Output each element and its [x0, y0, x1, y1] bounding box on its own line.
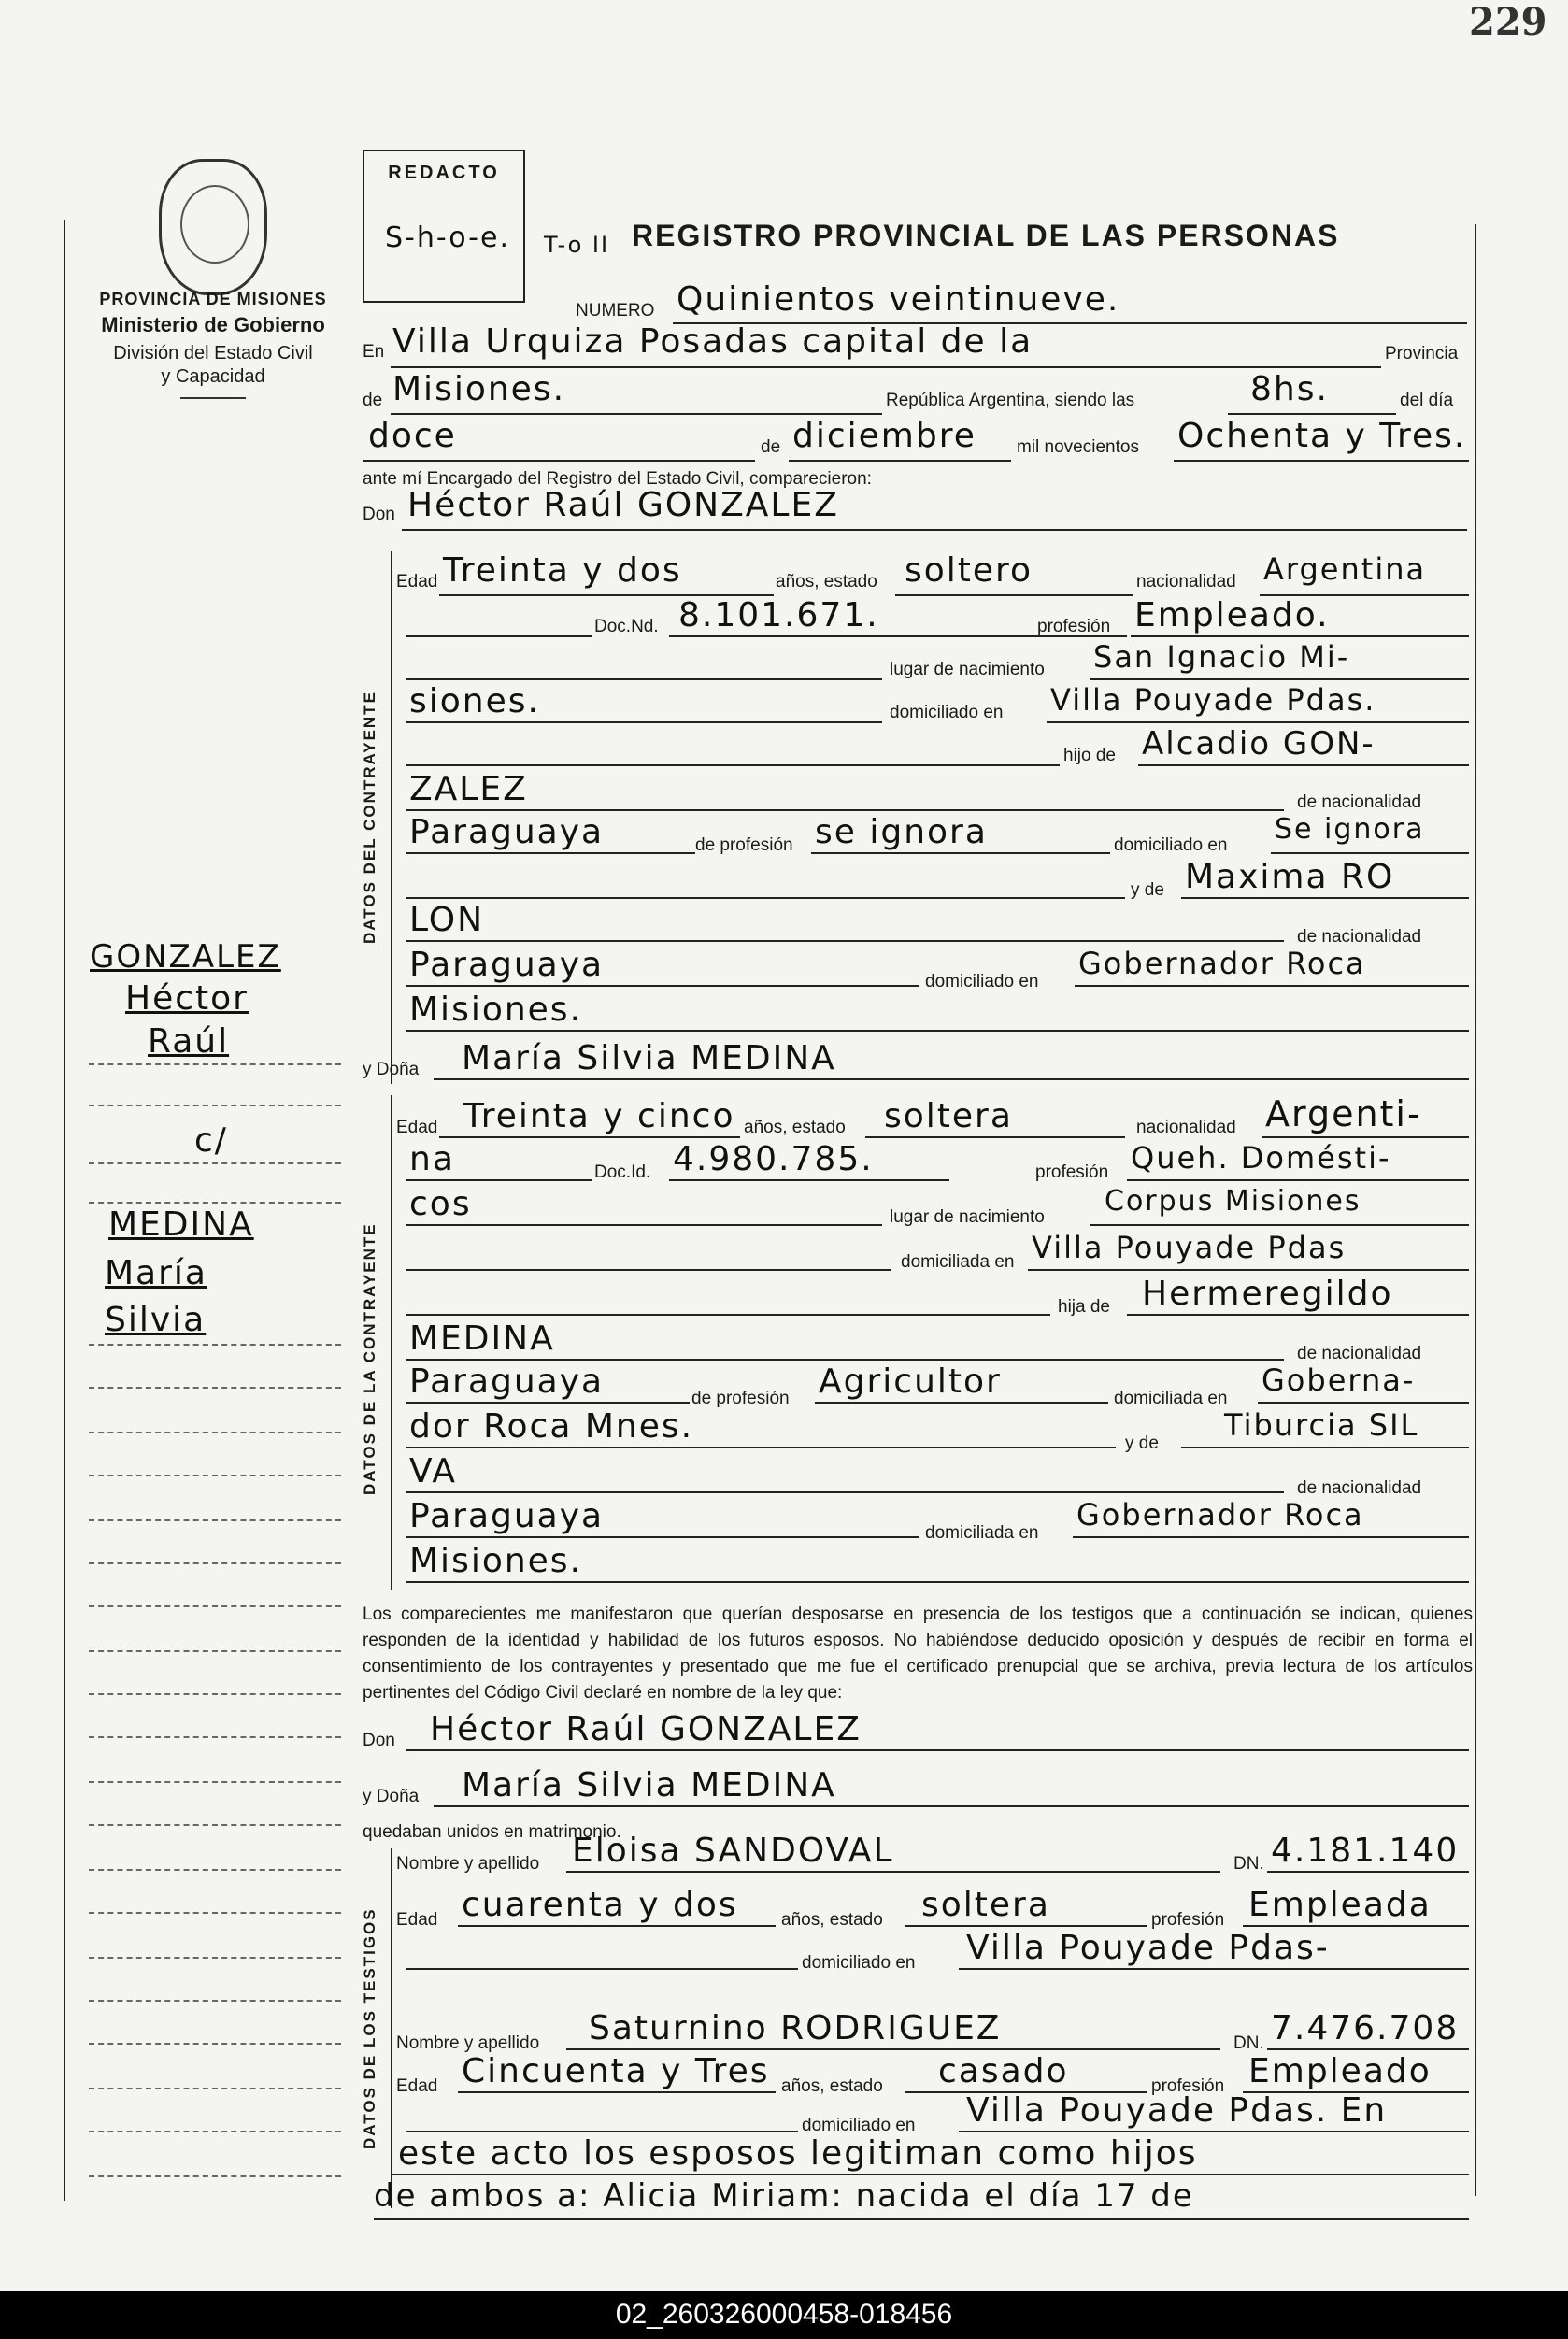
ca-madre-cont: VA — [409, 1452, 457, 1490]
ca-y-de-label: y de — [1125, 1433, 1159, 1453]
c-madre-dom-cont: Misiones. — [409, 991, 583, 1029]
margin-name6: Silvia — [105, 1301, 207, 1339]
tome-number: T-o II — [544, 232, 610, 258]
t1-nombre-value: Eloisa SANDOVAL — [572, 1832, 894, 1870]
t2-anios-label: años, estado — [781, 2076, 883, 2096]
t1-prof-value: Empleada — [1248, 1886, 1432, 1924]
document-title: REGISTRO PROVINCIAL DE LAS PERSONAS — [632, 219, 1340, 252]
t2-nombre-label: Nombre y apellido — [396, 2033, 540, 2053]
redacto-label: REDACTO — [388, 163, 500, 183]
decl-unidos: quedaban unidos en matrimonio. — [363, 1822, 621, 1842]
t2-prof-label: profesión — [1151, 2076, 1225, 2096]
ca-estado-value: soltera — [884, 1097, 1013, 1135]
c-lugar-label: lugar de nacimiento — [890, 660, 1045, 679]
t1-edad-value: cuarenta y dos — [462, 1886, 738, 1924]
page-number: 229 — [1469, 0, 1547, 44]
ca-nac-value: Argenti- — [1265, 1093, 1422, 1134]
ca-padre-cont: MEDINA — [409, 1319, 555, 1358]
mes-de-label: de — [761, 437, 781, 457]
c-madre-dom-label: domiciliado en — [925, 972, 1039, 991]
t2-dom-value: Villa Pouyade Pdas. En — [966, 2091, 1388, 2130]
footer-bar — [0, 2291, 1568, 2339]
margin-name4: MEDINA — [108, 1205, 254, 1244]
ca-de-prof-label: de profesión — [691, 1389, 790, 1408]
t1-nombre-label: Nombre y apellido — [396, 1854, 540, 1874]
decl-don-label: Don — [363, 1731, 395, 1750]
ca-madre-nac: Paraguaya — [409, 1497, 605, 1535]
ca-madre-de-nac-label: de nacionalidad — [1297, 1478, 1422, 1498]
ca-padre-nac: Paraguaya — [409, 1362, 605, 1401]
don-value: Héctor Raúl GONZALEZ — [407, 486, 839, 524]
ca-edad-label: Edad — [396, 1118, 438, 1137]
c-nac-value: Argentina — [1263, 551, 1427, 587]
c-prof-value: Empleado. — [1134, 596, 1330, 635]
c-madre-de-nac-label: de nacionalidad — [1297, 927, 1422, 947]
c-de-nac-label: de nacionalidad — [1297, 792, 1422, 812]
province-name: PROVINCIA DE MISIONES — [99, 290, 327, 308]
ca-doc-value: 4.980.785. — [673, 1140, 874, 1178]
republica-label: República Argentina, siendo las — [886, 391, 1135, 410]
don-label: Don — [363, 505, 395, 524]
en-label: En — [363, 342, 385, 362]
ca-madre-value: Tiburcia SIL — [1224, 1407, 1419, 1443]
c-madre-value: Maxima RO — [1185, 858, 1395, 896]
t1-estado-value: soltera — [921, 1886, 1050, 1924]
declaration-paragraph: Los comparecientes me manifestaron que querían desposarse en presencia de los testigos que a continuación se indican, quienes responden de la identidad y habilidad de los futuros esposos. No habiéndose deducido oposición y después de recibir en forma el consentimiento de los contrayentes y presentado que me fue el certificado prenupcial que se archiva, previa lectura de los artículos pertinentes del Código Civil declaré en nombre de la ley que: — [363, 1604, 1473, 1703]
footer-id: 02_260326000458-018456 — [615, 2299, 953, 2330]
ca-prof-label: profesión — [1035, 1162, 1109, 1182]
numero-label: NUMERO — [576, 301, 655, 321]
c-anios-label: años, estado — [776, 572, 877, 592]
c-dom-label: domiciliado en — [890, 703, 1004, 722]
t2-nombre-value: Saturnino RODRIGUEZ — [589, 2009, 1002, 2047]
testigos-side-label: DATOS DE LOS TESTIGOS — [361, 1907, 378, 2149]
t1-anios-label: años, estado — [781, 1910, 883, 1930]
testigos-note-line2: de ambos a: Alicia Miriam: nacida el día 17 de — [374, 2177, 1194, 2215]
margin-name2: Héctor — [125, 979, 249, 1018]
ca-prof-value: Queh. Domésti- — [1131, 1140, 1391, 1176]
t1-dom-value: Villa Pouyade Pdas- — [966, 1929, 1330, 1967]
c-doc-value: 8.101.671. — [678, 596, 879, 635]
ca-edad-value: Treinta y cinco — [463, 1097, 735, 1135]
c-padre-dom-label: domiciliado en — [1114, 835, 1228, 855]
ca-padre-prof: Agricultor — [819, 1362, 1002, 1401]
t2-edad-value: Cincuenta y Tres — [462, 2052, 770, 2090]
ministry-name: Ministerio de Gobierno — [101, 313, 325, 336]
hora-value: 8hs. — [1250, 370, 1329, 408]
ca-madre-dom: Gobernador Roca — [1076, 1497, 1364, 1533]
contrayenta-side-label: DATOS DE LA CONTRAYENTE — [361, 1222, 378, 1495]
t2-prof-value: Empleado — [1248, 2052, 1432, 2090]
ca-nac-cont: na — [409, 1140, 455, 1178]
dia-value: doce — [368, 417, 457, 455]
c-padre-nac: Paraguaya — [409, 813, 605, 851]
c-dom-value: Villa Pouyade Pdas. — [1050, 682, 1376, 718]
c-madre-dom: Gobernador Roca — [1078, 946, 1366, 981]
t2-estado-value: casado — [938, 2052, 1069, 2090]
c-madre-nac: Paraguaya — [409, 946, 605, 984]
c-doc-label: Doc.Nd. — [594, 617, 659, 636]
en-value: Villa Urquiza Posadas capital de la — [392, 322, 1033, 361]
c-padre-prof: se ignora — [815, 813, 988, 851]
redacto-box — [363, 150, 525, 303]
mes-value: diciembre — [792, 417, 976, 455]
margin-name3: Raúl — [148, 1022, 230, 1061]
c-prof-label: profesión — [1037, 617, 1111, 636]
ca-anios-label: años, estado — [744, 1118, 846, 1137]
c-lugar-value: San Ignacio Mi- — [1093, 639, 1350, 675]
c-y-de-label: y de — [1131, 880, 1164, 900]
c-madre-cont: LON — [409, 901, 485, 939]
decl-don-value: Héctor Raúl GONZALEZ — [430, 1710, 862, 1748]
ca-nac-label: nacionalidad — [1136, 1118, 1236, 1137]
c-edad-value: Treinta y dos — [443, 551, 682, 590]
dona-value: María Silvia MEDINA — [462, 1039, 836, 1077]
ca-padre-dom-label: domiciliada en — [1114, 1389, 1228, 1408]
decl-dona-value: María Silvia MEDINA — [462, 1766, 836, 1804]
provincial-seal-icon — [159, 159, 267, 295]
ca-dom-label: domiciliada en — [901, 1252, 1015, 1272]
ca-padre-value: Hermeregildo — [1142, 1275, 1393, 1313]
mil-label: mil novecientos — [1017, 437, 1139, 457]
t1-dom-label: domiciliado en — [802, 1953, 916, 1973]
margin-name1: GONZALEZ — [90, 938, 281, 976]
c-padre-value: Alcadio GON- — [1142, 725, 1376, 763]
ca-hija-label: hija de — [1058, 1297, 1110, 1317]
redacto-value: S-h-o-e. — [385, 221, 510, 254]
testigos-note-line1: este acto los esposos legitiman como hijos — [398, 2134, 1198, 2173]
t2-doc-label: DN. — [1233, 2033, 1264, 2053]
ca-lugar-label: lugar de nacimiento — [890, 1207, 1045, 1227]
de-value: Misiones. — [392, 370, 566, 408]
anio-value: Ochenta y Tres. — [1177, 417, 1467, 455]
division-line2: y Capacidad — [161, 366, 265, 387]
c-lugar-cont: siones. — [409, 682, 540, 720]
c-padre-dom: Se ignora — [1275, 813, 1425, 846]
ante-text: ante mí Encargado del Registro del Estado Civil, comparecieron: — [363, 469, 872, 489]
t1-doc-value: 4.181.140 — [1271, 1832, 1460, 1870]
ca-dom-value: Villa Pouyade Pdas — [1032, 1230, 1347, 1265]
numero-value: Quinientos veintinueve. — [677, 280, 1120, 319]
c-estado-value: soltero — [905, 551, 1033, 590]
dona-label: y Doña — [363, 1060, 420, 1079]
ca-doc-label: Doc.Id. — [594, 1162, 651, 1182]
ca-madre-dom-label: domiciliada en — [925, 1523, 1039, 1543]
ca-padre-dom: Goberna- — [1262, 1362, 1416, 1398]
t2-edad-label: Edad — [396, 2076, 438, 2096]
c-edad-label: Edad — [396, 572, 438, 592]
t2-dom-label: domiciliado en — [802, 2116, 916, 2135]
t1-edad-label: Edad — [396, 1910, 438, 1930]
del-dia-label: del día — [1400, 391, 1454, 410]
ca-lugar-value: Corpus Misiones — [1105, 1185, 1361, 1218]
c-padre-cont: ZALEZ — [409, 770, 528, 808]
t1-prof-label: profesión — [1151, 1910, 1225, 1930]
de-label: de — [363, 391, 383, 410]
margin-name5: María — [105, 1254, 207, 1292]
decl-dona-label: y Doña — [363, 1787, 420, 1806]
ca-prof-cont: cos — [409, 1185, 472, 1223]
t1-doc-label: DN. — [1233, 1854, 1264, 1874]
margin-connector: c/ — [194, 1121, 228, 1160]
t2-doc-value: 7.476.708 — [1271, 2009, 1460, 2047]
contrayente-side-label: DATOS DEL CONTRAYENTE — [361, 691, 378, 944]
c-nac-label: nacionalidad — [1136, 572, 1236, 592]
division-line1: División del Estado Civil — [113, 343, 313, 364]
ca-de-nac-label: de nacionalidad — [1297, 1344, 1422, 1363]
provincia-label: Provincia — [1385, 344, 1459, 364]
c-de-prof-label: de profesión — [695, 835, 793, 855]
c-hijo-label: hijo de — [1063, 746, 1116, 765]
ca-padre-dom-cont: dor Roca Mnes. — [409, 1407, 694, 1446]
ca-madre-dom-cont: Misiones. — [409, 1542, 583, 1580]
